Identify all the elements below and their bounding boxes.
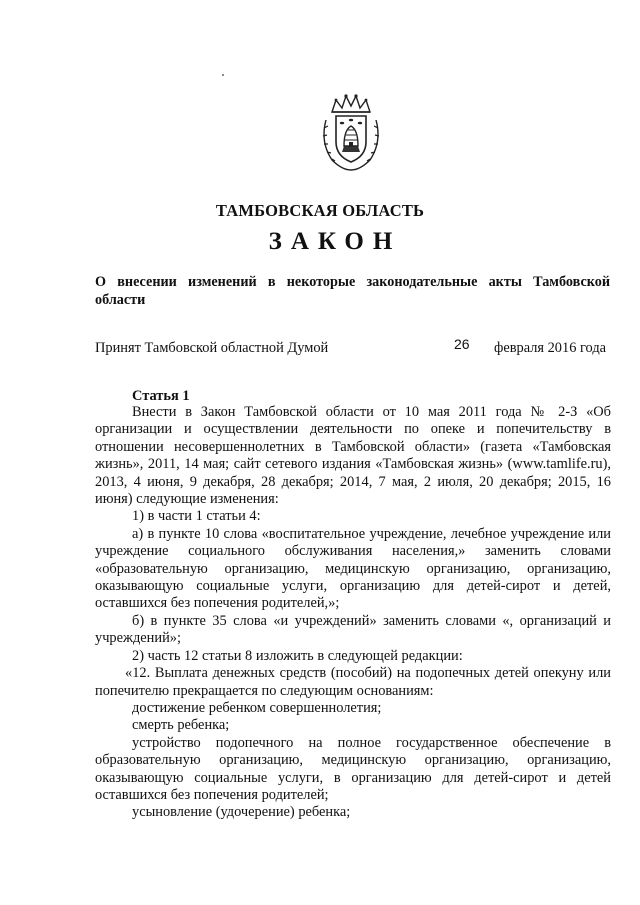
article-paragraph: «12. Выплата денежных средств (пособий) на подопечных детей опекуну или попечителю прекращается по следующим основаниям: bbox=[95, 665, 611, 699]
adoption-day: 26 bbox=[454, 336, 470, 352]
article-paragraph: б) в пункте 35 слова «и учреждений» заменить словами «, организаций и учреждений»; bbox=[95, 612, 611, 647]
adoption-date: февраля 2016 года bbox=[494, 340, 607, 356]
article-title: Статья 1 bbox=[132, 388, 190, 404]
document-type: ЗАКОН bbox=[268, 228, 402, 255]
article-paragraph: достижение ребенком совершеннолетия; bbox=[132, 699, 382, 716]
article-paragraph: смерть ребенка; bbox=[132, 717, 230, 734]
coat-of-arms-emblem bbox=[318, 92, 384, 172]
article-paragraph: а) в пункте 10 слова «воспитательное учреждение, лечебное учреждение или учреждение социального обслуживания населения,» заменить словами «образовательную организацию, медицинскую организацию, организацию, оказывающую социальные услуги, организацию для детей-сирот и детей, оставшихся без попечения родителей,»; bbox=[95, 525, 611, 612]
article-paragraph: 1) в части 1 статьи 4: bbox=[132, 508, 261, 525]
region-title: ТАМБОВСКАЯ ОБЛАСТЬ bbox=[215, 201, 425, 220]
scan-speck bbox=[222, 74, 224, 76]
adopted-by: Принят Тамбовской областной Думой bbox=[95, 340, 329, 356]
article-paragraph: 2) часть 12 статьи 8 изложить в следующей редакции: bbox=[132, 647, 463, 664]
article-paragraph: Внести в Закон Тамбовской области от 10 мая 2011 года № 2-З «Об организации и осуществлении деятельности по опеке и попечительству в отношении несовершеннолетних в Тамбовской области» (газета «Тамбовская жизнь», 2011, 14 мая; сайт сетевого издания «Тамбовская жизнь» (www.tamlife.ru), 2013, 4 июня, 9 декабря, 28 декабря; 2014, 7 мая, 2 июля, 20 декабря; 2015, 16 июня) следующие изменения: bbox=[95, 404, 611, 508]
article-body bbox=[95, 404, 611, 822]
law-subject: О внесении изменений в некоторые законодательные акты Тамбовской области bbox=[95, 274, 610, 308]
article-paragraph: усыновление (удочерение) ребенка; bbox=[132, 804, 351, 821]
article-paragraph: устройство подопечного на полное государственное обеспечение в образовательную организацию, медицинскую организацию, организацию, оказывающую социальные услуги, в организацию для детей-сирот и детей оставшихся без попечения родителей; bbox=[95, 734, 611, 803]
